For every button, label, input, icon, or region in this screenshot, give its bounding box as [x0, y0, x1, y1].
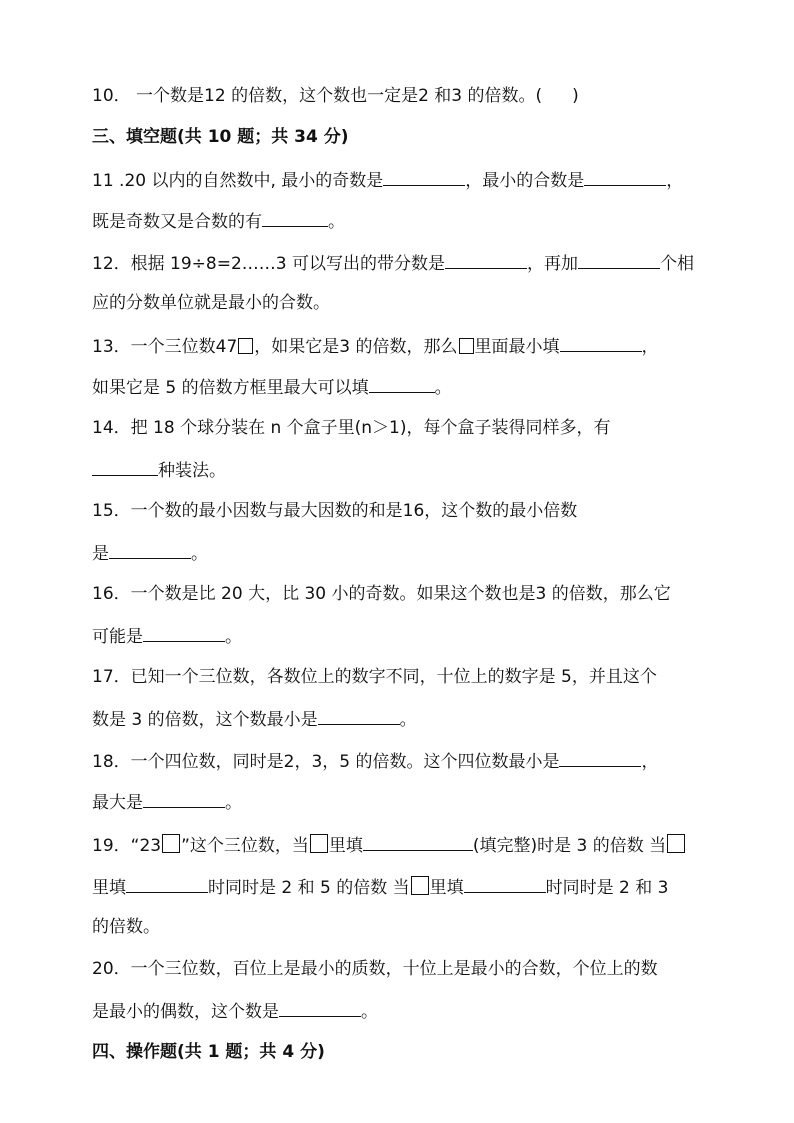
question-18-line-1: 18．一个四位数，同时是2，3，5 的倍数。这个四位数最小是 ，: [92, 748, 658, 774]
section-3-title: 三、填空题(共 10 题；共 34 分): [92, 127, 349, 147]
question-19-line-3: 的倍数。: [92, 917, 160, 937]
question-15-line-1: 15．一个数的最小因数与最大因数的和是16，这个数的最小倍数: [92, 501, 578, 521]
answer-blank[interactable]: [318, 706, 400, 725]
square-box: [459, 338, 474, 354]
question-19-line-1: 19．“23 ”这个三位数，当 里填 (填完整)时是 3 的倍数 当: [92, 832, 686, 858]
answer-blank[interactable]: [262, 208, 328, 227]
question-10: 10． 一个数是12 的倍数，这个数也一定是2 和3 的倍数。( ): [92, 86, 579, 106]
answer-blank[interactable]: [143, 789, 225, 808]
question-12-line-1: 12．根据 19÷8=2……3 可以写出的带分数是 ，再加 个相: [92, 250, 694, 276]
question-14-line-2: 种装法。: [92, 457, 226, 483]
answer-blank[interactable]: [560, 333, 642, 352]
square-box: [238, 338, 253, 354]
answer-blank[interactable]: [143, 623, 225, 642]
question-20-line-1: 20．一个三位数，百位上是最小的质数，十位上是最小的合数，个位上的数: [92, 959, 658, 979]
question-13-line-2: 如果它是 5 的倍数方框里最大可以填 。: [92, 374, 452, 400]
question-14-line-1: 14．把 18 个球分装在 n 个盒子里(n＞1)，每个盒子装得同样多，有: [92, 418, 611, 438]
answer-blank[interactable]: [369, 374, 435, 393]
question-13-line-1: 13．一个三位数47 ，如果它是3 的倍数，那么 里面最小填 ，: [92, 333, 659, 359]
question-16-line-1: 16．一个数是比 20 大，比 30 小的奇数。如果这个数也是3 的倍数，那么它: [92, 584, 671, 604]
question-number: 10．: [92, 86, 131, 106]
answer-blank[interactable]: [363, 832, 473, 851]
question-20-line-2: 是最小的偶数，这个数是 。: [92, 998, 378, 1024]
answer-blank[interactable]: [559, 748, 641, 767]
question-17-line-2: 数是 3 的倍数，这个数最小是 。: [92, 706, 417, 732]
question-12-line-2: 应的分数单位就是最小的合数。: [92, 293, 330, 313]
question-18-line-2: 最大是 。: [92, 789, 242, 815]
question-11-line-2: 既是奇数又是合数的有 。: [92, 208, 345, 234]
question-17-line-1: 17．已知一个三位数，各数位上的数字不同，十位上的数字是 5，并且这个: [92, 667, 657, 687]
square-box: [411, 876, 429, 895]
square-box: [667, 834, 685, 853]
answer-blank[interactable]: [445, 250, 527, 269]
question-16-line-2: 可能是 。: [92, 623, 242, 649]
answer-blank[interactable]: [464, 874, 546, 893]
section-4-title: 四、操作题(共 1 题；共 4 分): [92, 1042, 325, 1062]
question-text: 一个数是12 的倍数，这个数也一定是2 和3 的倍数。(: [136, 86, 543, 106]
answer-blank[interactable]: [109, 540, 191, 559]
answer-blank[interactable]: [279, 998, 361, 1017]
question-15-line-2: 是 。: [92, 540, 208, 566]
answer-blank[interactable]: [92, 457, 158, 476]
square-box: [310, 834, 328, 853]
question-11-line-1: 11 .20 以内的自然数中, 最小的奇数是 ，最小的合数是 ，: [92, 167, 683, 193]
square-box: [162, 834, 180, 853]
answer-blank[interactable]: [578, 250, 660, 269]
question-19-line-2: 里填 时同时是 2 和 5 的倍数 当 里填 时同时是 2 和 3: [92, 874, 669, 900]
answer-blank[interactable]: [126, 874, 208, 893]
answer-blank[interactable]: [584, 167, 666, 186]
answer-blank[interactable]: [383, 167, 465, 186]
